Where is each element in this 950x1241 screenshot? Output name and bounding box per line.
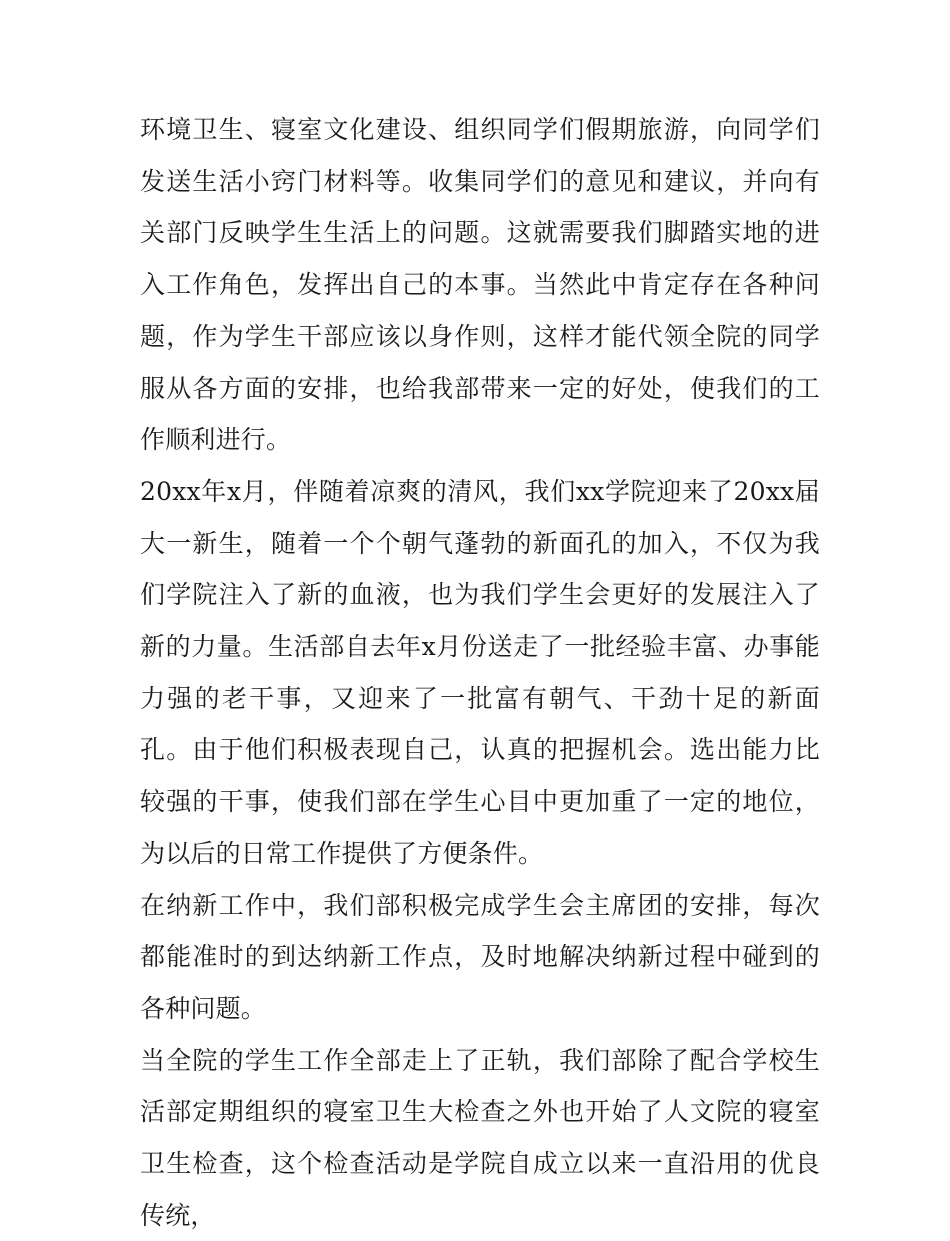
- paragraph-3: 在纳新工作中，我们部积极完成学生会主席团的安排，每次都能准时的到达纳新工作点，及时地解决纳新过程中碰到的各种问题。: [140, 890, 820, 1023]
- paragraph-1: 环境卫生、寝室文化建设、组织同学们假期旅游，向同学们发送生活小窍门材料等。收集同学们的意见和建议，并向有关部门反映学生生活上的问题。这就需要我们脚踏实地的进入工作角色，发挥出自己的本事。当然此中肯定存在各种问题，作为学生干部应该以身作则，这样才能代领全院的同学服从各方面的安排，也给我部带来一定的好处，使我们的工作顺利进行。: [140, 115, 820, 455]
- document-body: [140, 104, 820, 1241]
- paragraph-2: 20xx年x月，伴随着凉爽的清风，我们xx学院迎来了20xx届大一新生，随着一个个朝气蓬勃的新面孔的加入，不仅为我们学院注入了新的血液，也为我们学生会更好的发展注入了新的力量。生活部自去年x月份送走了一批经验丰富、办事能力强的老干事，又迎来了一批富有朝气、干劲十足的新面孔。由于他们积极表现自己，认真的把握机会。选出能力比较强的干事，使我们部在学生心目中更加重了一定的地位，为以后的日常工作提供了方便条件。: [140, 476, 820, 868]
- paragraph-4: 当全院的学生工作全部走上了正轨，我们部除了配合学校生活部定期组织的寝室卫生大检查之外也开始了人文院的寝室卫生检查，这个检查活动是学院自成立以来一直沿用的优良传统，: [140, 1045, 820, 1230]
